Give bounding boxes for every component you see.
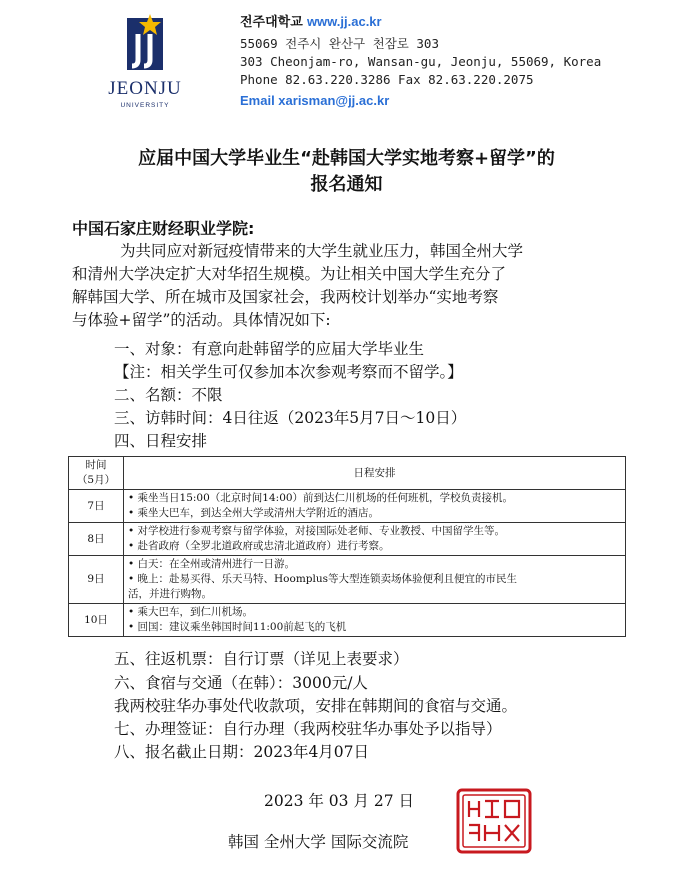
header-plan: 日程安排	[124, 457, 626, 490]
header-name-line	[240, 13, 382, 32]
table-row	[69, 490, 626, 523]
intro-line: 为共同应对新冠疫情带来的大学生就业压力，韩国全州大学	[120, 242, 524, 260]
intro-line: 解韩国大学、所在城市及国家社会，我两校计划举办“实地考察	[72, 288, 499, 306]
addressee: 中国石家庄财经职业学院:	[72, 219, 255, 238]
university-logo	[100, 12, 190, 112]
title-line-2: 报名通知	[310, 174, 383, 195]
address-korean: 55069 전주시 완산구 천잠로 303	[240, 36, 439, 51]
issue-date: 2023 年 03 月 27 日	[264, 792, 415, 810]
item-deadline: 八、报名截止日期：2023年4月07日	[114, 743, 370, 761]
plan-line: • 赴省政府（全罗北道政府或忠清北道政府）进行考察。	[128, 540, 390, 552]
item-note: 【注：相关学生可仅参加本次参观考察而不留学。】	[114, 363, 463, 381]
item-tickets: 五、往返机票：自行订票（详见上表要求）	[114, 650, 409, 668]
item-visa: 七、办理签证：自行办理（我两校驻华办事处予以指导）	[114, 720, 502, 738]
row-day: 9日	[69, 556, 124, 604]
address-english: 303 Cheonjam-ro, Wansan-gu, Jeonju, 55069, Korea	[240, 54, 602, 69]
intro-line: 与体验+留学”的活动。具体情况如下:	[72, 311, 331, 329]
row-plan	[124, 523, 626, 556]
item-quota: 二、名额：不限	[114, 386, 223, 404]
plan-line: • 晚上：赴易买得、乐天马特、Hoomplus等大型连锁卖场体验便利且便宜的市民生	[128, 573, 518, 585]
row-plan	[124, 556, 626, 604]
plan-line: • 对学校进行参观考察与留学体验，对接国际处老师、专业教授、中国留学生等。	[128, 525, 506, 537]
item-schedule-heading: 四、日程安排	[114, 432, 208, 450]
website-link[interactable]: www.jj.ac.kr	[306, 14, 382, 29]
plan-line: 活，并进行购物。	[128, 588, 212, 600]
university-name: 전주대학교	[240, 14, 303, 29]
item-lodging-detail: 我两校驻华办事处代收款项，安排在韩期间的食宿与交通。	[114, 697, 518, 715]
item-lodging: 六、食宿与交通（在韩）：3000元/人	[114, 674, 368, 692]
table-row	[69, 556, 626, 604]
plan-line: • 回国：建议乘坐韩国时间11:00前起飞的飞机	[128, 621, 347, 633]
logo-emblem-icon	[100, 12, 190, 78]
official-seal-icon	[455, 787, 533, 855]
plan-line: • 乘坐大巴车，到达全州大学或清州大学附近的酒店。	[128, 507, 380, 519]
row-day: 10日	[69, 604, 124, 637]
title-line-1: 应届中国大学毕业生“赴韩国大学实地考察+留学”的	[138, 148, 555, 169]
table-row	[69, 604, 626, 637]
plan-line: • 白天：在全州或清州进行一日游。	[128, 558, 296, 570]
row-plan	[124, 604, 626, 637]
email-line[interactable]: Email xarisman@jj.ac.kr	[240, 93, 390, 108]
row-plan	[124, 490, 626, 523]
item-visit-time: 三、访韩时间：4日往返（2023年5月7日～10日）	[114, 409, 467, 427]
item-target: 一、对象：有意向赴韩留学的应届大学毕业生	[114, 340, 425, 358]
table-header-row	[69, 457, 626, 490]
logo-subtext: UNIVERSITY	[120, 102, 170, 109]
header-time: 时间 （5月）	[69, 457, 124, 490]
logo-wordmark: JEONJU	[108, 78, 182, 99]
signature: 韩国 全州大学 国际交流院	[228, 833, 409, 851]
row-day: 8日	[69, 523, 124, 556]
schedule-table	[68, 456, 626, 637]
plan-line: • 乘坐当日15:00（北京时间14:00）前到达仁川机场的任何班机，学校负责接机。	[128, 492, 514, 504]
row-day: 7日	[69, 490, 124, 523]
intro-line: 和清州大学决定扩大对华招生规模。为让相关中国大学生充分了	[72, 265, 507, 283]
table-row	[69, 523, 626, 556]
plan-line: • 乘大巴车，到仁川机场。	[128, 606, 254, 618]
phone-fax: Phone 82.63.220.3286 Fax 82.63.220.2075	[240, 72, 534, 87]
